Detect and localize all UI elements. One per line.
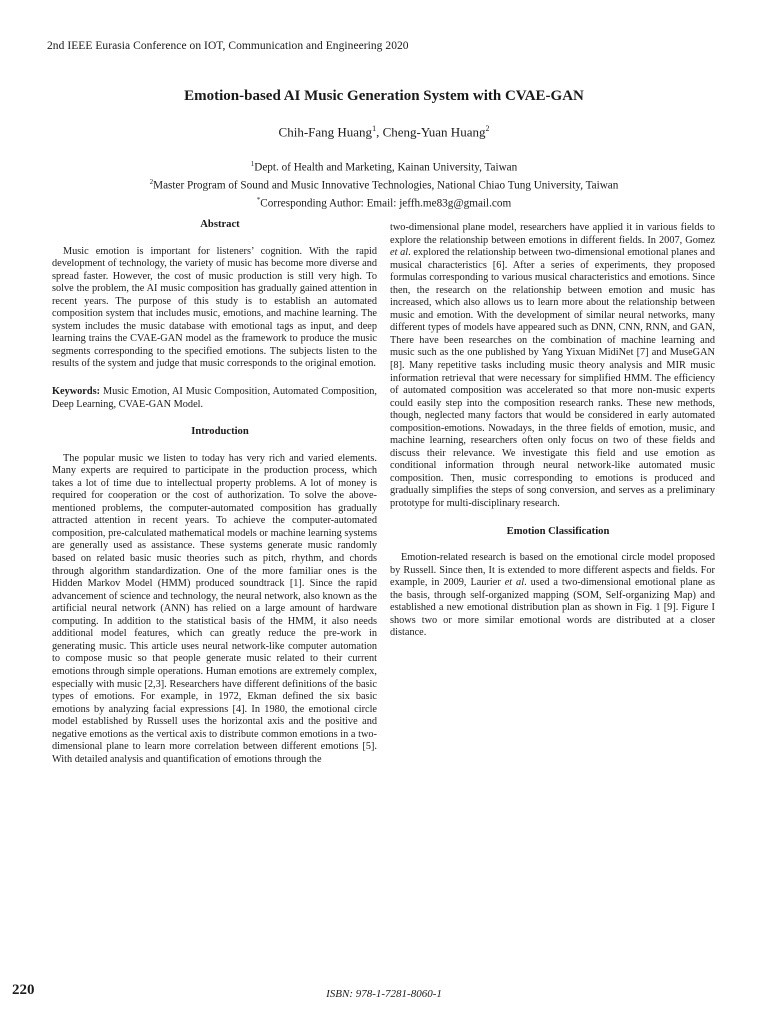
introduction-paragraph: The popular music we listen to today has very rich and varied elements. Many experts are required to participate in the production process, which takes a lot of time due to intellectual property problems. A lot of money is required for cooperation or the cost of authorization. To solve the above-mentioned problems, the computer-automated composition has gradually attracted attention in recent years. To achieve the computer-automated composition, pre-calculated mathematical models or machine learning systems are generally used as assistance. These systems generate music randomly based on related basic music theories such as pitch, rhythm, and chords through algorithm standardization. One of the more familiar ones is the Hidden Markov Model (HMM) produced soundtrack [1]. Since the rapid advancement of science and technology, the neural network, also known as the artificial neural network (ANN) has relied on a large amount of hardware computing. In addition to the statistical basis of the HMM, it also needs additional model features, which can greatly reduce the pre-work in generating music. This article uses neural network-like computer automation to compose music so that people generate music related to their current emotions through simple operations. Human emotions are extremely complex, especially with music [2,3]. Researchers have different definitions of the basic types of emotions. For example, in 1972, Ekman defined the six basic emotions by analyzing facial expressions [4]. In 1980, the emotional circle model established by Russell uses the horizontal axis and the positive and negative emotions as the vertical axis to distribute common emotions in a two-dimensional plane to learn more correlation between different emotions [5]. With detailed analysis and quantification of emotions through the: [52, 452, 377, 765]
et-al-italic: et al: [504, 577, 525, 589]
isbn-footer: ISBN: 978-1-7281-8060-1: [326, 988, 442, 1000]
intro-text-part: . explored the relationship between two-dimensional emotional planes and musical characteristics [6]. After a series of experiments, they proposed formulas corresponding to various musical characteristics and emotions. Since then, the research on the relationship between emotion and music has increased, which also allows us to learn more about the relationship between music and emotion. With the development of similar neural networks, many different types of models have appeared such as DNN, CNN, RNN, and GAN, There have been researches on the combination of machine learning and music such as the one published by Yang Yixuan MidiNet [7] and MuseGAN [8]. Many repetitive tasks including music theory analysis and MIR music information retrieval that were necessary for simplified HMM. The efficiency of automated composition was accelerated so that more non-music experts could easily step into the composition research ranks. These new methods, though, neglected many factors that would be considered in early automated composition-emotions. Nowadays, in the three fields of emotion, music, and machine learning, researchers often only focus on two of these fields and discuss their relevance. We investigate this field and use emotion as conditional information through neural network-like automated music composition. Then, music corresponding to emotions is produced and gradually simplifies the steps of song conversion, and serves as a preliminary prototype for multi-disciplinary research.: [390, 247, 716, 510]
abstract-paragraph: Music emotion is important for listeners’ cognition. With the rapid development of technology, the variety of music has become more diverse and spread faster. However, the cost of music production is still very high. To solve the problem, the AI music composition has gradually gained attention in recent years. The purpose of this study is to establish an automated composition system that includes music, emotions, and machine learning. The system includes the music database with emotional tags as input, and deep learning trains the CVAE-GAN model as the framework to produce the music segments corresponding to the specified emotions. The subjects listen to the results of the system and judge that music corresponds to the original emotion.: [52, 245, 377, 370]
left-column: [52, 219, 377, 766]
author-separator: ,: [376, 124, 383, 140]
author-list: [0, 124, 768, 140]
conference-header: 2nd IEEE Eurasia Conference on IOT, Communication and Engineering 2020: [47, 40, 409, 52]
keywords-text: Music Emotion, AI Music Composition, Automated Composition, Deep Learning, CVAE-GAN Model.: [52, 386, 377, 410]
affiliation-line: [0, 157, 768, 175]
emotion-text-part: . used a two-dimensional emotional plane as the basis, through self-organized mapping (SOM, Self-organizing Map) and established a new emotional distribution plan as shown in Fig. 1 [9]. Figure I shows two or more similar emotional words are distributed at a closer distance.: [390, 577, 715, 639]
right-column: [390, 222, 715, 640]
author-name: Cheng-Yuan Huang: [382, 124, 486, 140]
keywords-paragraph: [52, 386, 377, 411]
abstract-heading: Abstract: [200, 219, 240, 230]
affiliation-superscript: *: [256, 196, 261, 205]
keywords-label: Keywords:: [52, 386, 101, 398]
emotion-text-part: Emotion-related research is based on the emotional circle model proposed by Russell. Since then, It is extended to more different aspects and fields. For example, in 2009, Laurier: [390, 552, 715, 589]
introduction-continued-paragraph: [390, 222, 715, 511]
author-superscript: 1: [372, 124, 377, 133]
affiliation-superscript: 2: [149, 178, 154, 187]
affiliations: [0, 157, 768, 211]
page-number: 220: [12, 982, 35, 998]
affiliation-text: Dept. of Health and Marketing, Kainan University, Taiwan: [254, 161, 518, 174]
affiliation-line: [0, 175, 768, 193]
corresponding-author-text: Corresponding Author: Email: jeffh.me83g@gmail.com: [260, 198, 512, 211]
affiliation-text: Master Program of Sound and Music Innovative Technologies, National Chiao Tung University, Taiwan: [153, 179, 619, 192]
intro-text-part: two-dimensional plane model, researchers have applied it in various fields to explore the relationship between emotions in different fields. In 2007, Gomez: [390, 222, 715, 246]
author-superscript: 2: [485, 124, 490, 133]
corresponding-author-line: [0, 193, 768, 211]
author-name: Chih-Fang Huang: [278, 124, 373, 140]
introduction-heading: Introduction: [191, 426, 249, 438]
emotion-classification-heading: Emotion Classification: [506, 525, 610, 537]
paper-title: Emotion-based AI Music Generation System with CVAE-GAN: [184, 88, 584, 104]
emotion-classification-paragraph: [390, 552, 715, 640]
affiliation-superscript: 1: [250, 160, 255, 168]
et-al-italic: et al: [390, 247, 409, 259]
